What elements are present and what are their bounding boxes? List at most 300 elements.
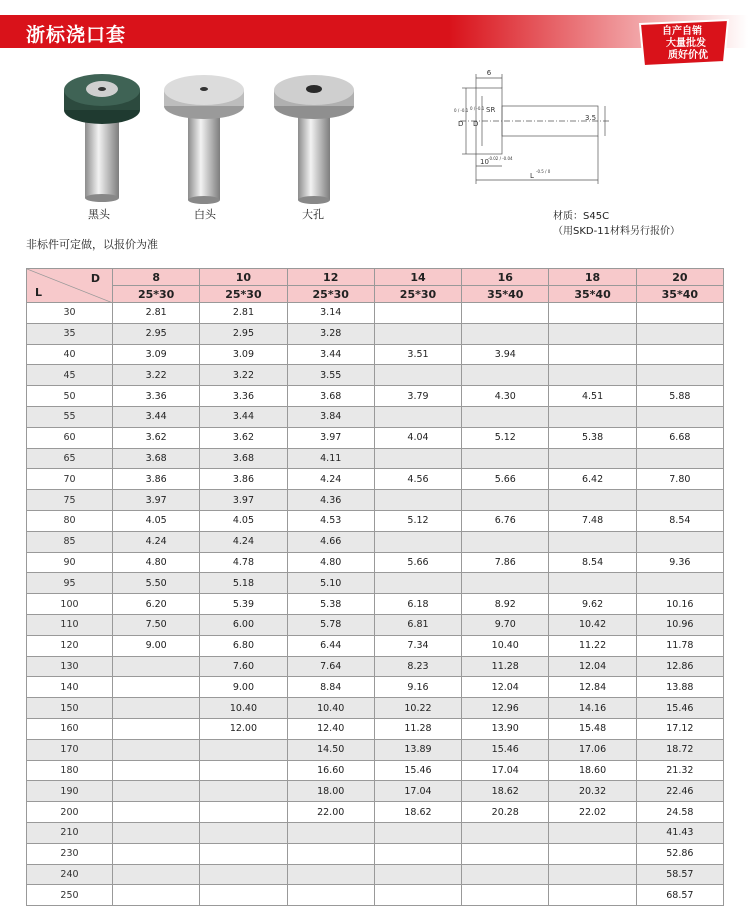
table-row <box>27 864 724 885</box>
price-cell <box>200 843 287 864</box>
product-image-black-head <box>55 68 147 218</box>
price-cell: 7.64 <box>287 656 374 677</box>
row-length-cell: 35 <box>27 323 113 344</box>
row-length-cell: 45 <box>27 365 113 386</box>
price-cell <box>462 490 549 511</box>
price-cell: 2.81 <box>113 303 200 324</box>
price-cell: 2.95 <box>200 323 287 344</box>
price-cell <box>462 885 549 906</box>
product-label-white-head: 白头 <box>194 208 216 221</box>
price-cell <box>200 864 287 885</box>
price-cell: 5.88 <box>636 386 723 407</box>
price-cell: 4.53 <box>287 510 374 531</box>
price-cell <box>462 406 549 427</box>
price-cell <box>549 448 636 469</box>
table-row <box>27 718 724 739</box>
table-row <box>27 635 724 656</box>
price-cell <box>113 822 200 843</box>
column-header-d: 12 <box>287 269 374 286</box>
column-header-size: 25*30 <box>113 286 200 303</box>
price-cell: 6.68 <box>636 427 723 448</box>
price-cell: 3.14 <box>287 303 374 324</box>
column-header-size: 35*40 <box>636 286 723 303</box>
price-cell: 12.96 <box>462 698 549 719</box>
column-header-size: 35*40 <box>549 286 636 303</box>
price-cell: 17.04 <box>462 760 549 781</box>
price-cell: 7.48 <box>549 510 636 531</box>
price-cell <box>462 365 549 386</box>
price-cell: 10.96 <box>636 614 723 635</box>
material-line-1: 材质：S45C <box>553 211 610 222</box>
tol-length-10: -0.02 / -0.04 <box>488 156 513 161</box>
table-row <box>27 885 724 906</box>
price-cell <box>549 323 636 344</box>
price-cell: 3.22 <box>113 365 200 386</box>
price-cell <box>113 864 200 885</box>
price-cell: 13.89 <box>374 739 461 760</box>
column-header-d: 20 <box>636 269 723 286</box>
price-cell: 7.34 <box>374 635 461 656</box>
price-cell: 7.80 <box>636 469 723 490</box>
table-row <box>27 365 724 386</box>
product-label-large-hole: 大孔 <box>302 208 324 221</box>
dim-length-10: 10 <box>480 158 489 166</box>
price-cell <box>113 781 200 802</box>
row-length-cell: 75 <box>27 490 113 511</box>
price-cell <box>113 698 200 719</box>
price-cell <box>462 573 549 594</box>
table-corner-cell <box>27 269 113 303</box>
price-cell: 13.90 <box>462 718 549 739</box>
price-cell: 6.80 <box>200 635 287 656</box>
price-cell <box>374 885 461 906</box>
table-row <box>27 386 724 407</box>
price-cell <box>462 843 549 864</box>
price-cell <box>374 531 461 552</box>
price-cell <box>113 885 200 906</box>
product-image-white-head <box>160 68 252 218</box>
price-cell <box>549 344 636 365</box>
price-cell: 9.62 <box>549 594 636 615</box>
price-cell: 24.58 <box>636 802 723 823</box>
price-cell: 3.36 <box>113 386 200 407</box>
column-header-d: 18 <box>549 269 636 286</box>
corner-l-label: L <box>35 286 43 299</box>
promo-badge <box>634 18 734 68</box>
price-cell: 4.24 <box>200 531 287 552</box>
price-cell: 6.44 <box>287 635 374 656</box>
price-cell: 15.46 <box>462 739 549 760</box>
price-cell <box>200 822 287 843</box>
price-cell: 6.81 <box>374 614 461 635</box>
price-cell: 15.46 <box>374 760 461 781</box>
price-cell <box>636 573 723 594</box>
table-row <box>27 781 724 802</box>
price-cell: 3.28 <box>287 323 374 344</box>
price-cell: 15.46 <box>636 698 723 719</box>
price-cell: 5.78 <box>287 614 374 635</box>
price-cell: 10.42 <box>549 614 636 635</box>
row-length-cell: 140 <box>27 677 113 698</box>
table-row <box>27 843 724 864</box>
price-cell: 3.44 <box>113 406 200 427</box>
price-cell <box>549 822 636 843</box>
price-cell: 3.97 <box>113 490 200 511</box>
price-cell <box>374 822 461 843</box>
table-row <box>27 531 724 552</box>
price-cell: 9.70 <box>462 614 549 635</box>
price-cell <box>113 718 200 739</box>
column-header-size: 35*40 <box>462 286 549 303</box>
price-cell <box>636 365 723 386</box>
price-cell <box>636 490 723 511</box>
table-row <box>27 490 724 511</box>
price-cell: 3.09 <box>113 344 200 365</box>
price-cell <box>374 365 461 386</box>
price-cell <box>200 885 287 906</box>
price-cell: 6.42 <box>549 469 636 490</box>
row-length-cell: 130 <box>27 656 113 677</box>
price-cell <box>636 531 723 552</box>
price-cell: 17.06 <box>549 739 636 760</box>
table-row <box>27 802 724 823</box>
tol-inner-d: 0 / -0.1 <box>470 106 485 111</box>
price-cell: 4.24 <box>113 531 200 552</box>
price-cell: 3.68 <box>200 448 287 469</box>
price-cell: 11.22 <box>549 635 636 656</box>
price-cell: 3.68 <box>287 386 374 407</box>
price-cell <box>374 406 461 427</box>
price-cell: 2.81 <box>200 303 287 324</box>
price-cell: 20.32 <box>549 781 636 802</box>
table-row <box>27 323 724 344</box>
product-label-black-head: 黑头 <box>88 208 110 221</box>
price-cell: 22.00 <box>287 802 374 823</box>
row-length-cell: 85 <box>27 531 113 552</box>
custom-note: 非标件可定做，以报价为准 <box>26 238 158 251</box>
price-cell <box>113 656 200 677</box>
row-length-cell: 110 <box>27 614 113 635</box>
price-cell: 7.60 <box>200 656 287 677</box>
price-cell <box>113 843 200 864</box>
row-length-cell: 230 <box>27 843 113 864</box>
price-cell: 17.12 <box>636 718 723 739</box>
price-cell: 3.55 <box>287 365 374 386</box>
price-cell: 11.28 <box>462 656 549 677</box>
price-cell: 6.00 <box>200 614 287 635</box>
price-cell <box>113 802 200 823</box>
price-cell: 3.68 <box>113 448 200 469</box>
price-cell: 5.12 <box>462 427 549 448</box>
badge-line-1: 自产自销 <box>662 26 702 37</box>
price-cell: 6.76 <box>462 510 549 531</box>
table-header-row <box>27 269 724 286</box>
price-cell: 9.36 <box>636 552 723 573</box>
price-cell: 4.56 <box>374 469 461 490</box>
price-cell: 7.86 <box>462 552 549 573</box>
price-cell: 5.66 <box>462 469 549 490</box>
row-length-cell: 190 <box>27 781 113 802</box>
price-cell: 6.18 <box>374 594 461 615</box>
price-cell: 10.40 <box>200 698 287 719</box>
table-row <box>27 656 724 677</box>
price-cell: 3.86 <box>200 469 287 490</box>
price-cell <box>462 448 549 469</box>
column-header-size: 25*30 <box>287 286 374 303</box>
table-row <box>27 573 724 594</box>
column-header-d: 16 <box>462 269 549 286</box>
row-length-cell: 180 <box>27 760 113 781</box>
price-cell: 8.23 <box>374 656 461 677</box>
table-row <box>27 344 724 365</box>
dim-head-d: D <box>458 120 464 128</box>
price-cell <box>636 406 723 427</box>
price-cell: 3.62 <box>113 427 200 448</box>
price-cell <box>200 760 287 781</box>
price-cell: 3.22 <box>200 365 287 386</box>
product-image-large-hole <box>270 68 362 218</box>
table-row <box>27 469 724 490</box>
price-cell <box>374 864 461 885</box>
price-cell <box>200 739 287 760</box>
price-cell: 41.43 <box>636 822 723 843</box>
table-row <box>27 303 724 324</box>
price-cell <box>462 822 549 843</box>
table-row <box>27 739 724 760</box>
price-cell: 3.86 <box>113 469 200 490</box>
price-cell: 3.36 <box>200 386 287 407</box>
price-cell: 3.97 <box>287 427 374 448</box>
row-length-cell: 120 <box>27 635 113 656</box>
price-cell <box>549 864 636 885</box>
price-cell: 5.18 <box>200 573 287 594</box>
column-header-d: 8 <box>113 269 200 286</box>
price-cell: 6.20 <box>113 594 200 615</box>
price-cell <box>636 323 723 344</box>
price-cell: 12.04 <box>462 677 549 698</box>
row-length-cell: 80 <box>27 510 113 531</box>
price-cell <box>636 344 723 365</box>
price-cell: 10.22 <box>374 698 461 719</box>
row-length-cell: 40 <box>27 344 113 365</box>
row-length-cell: 50 <box>27 386 113 407</box>
price-cell <box>636 448 723 469</box>
table-row <box>27 552 724 573</box>
price-cell: 4.30 <box>462 386 549 407</box>
row-length-cell: 170 <box>27 739 113 760</box>
price-cell: 3.79 <box>374 386 461 407</box>
price-cell: 18.60 <box>549 760 636 781</box>
price-cell <box>200 802 287 823</box>
table-row <box>27 427 724 448</box>
row-length-cell: 70 <box>27 469 113 490</box>
price-cell: 18.62 <box>462 781 549 802</box>
row-length-cell: 240 <box>27 864 113 885</box>
price-cell <box>374 490 461 511</box>
dim-sr: SR <box>486 106 496 114</box>
price-cell: 9.00 <box>113 635 200 656</box>
price-cell: 3.62 <box>200 427 287 448</box>
row-length-cell: 210 <box>27 822 113 843</box>
price-cell: 8.84 <box>287 677 374 698</box>
price-cell <box>287 885 374 906</box>
price-cell <box>374 303 461 324</box>
price-cell <box>462 323 549 344</box>
table-row <box>27 760 724 781</box>
price-cell: 58.57 <box>636 864 723 885</box>
price-cell: 12.84 <box>549 677 636 698</box>
price-cell: 5.66 <box>374 552 461 573</box>
price-cell <box>374 323 461 344</box>
price-cell: 4.05 <box>200 510 287 531</box>
price-table <box>26 268 724 906</box>
price-cell <box>462 303 549 324</box>
price-cell: 12.40 <box>287 718 374 739</box>
price-cell <box>287 864 374 885</box>
dim-width-6: 6 <box>486 69 492 77</box>
price-cell: 22.46 <box>636 781 723 802</box>
price-cell: 2.95 <box>113 323 200 344</box>
column-header-size: 25*30 <box>200 286 287 303</box>
price-cell <box>462 531 549 552</box>
tol-head-d: 0 / -0.1 <box>454 108 469 113</box>
price-cell: 12.86 <box>636 656 723 677</box>
price-cell: 9.00 <box>200 677 287 698</box>
price-cell <box>374 448 461 469</box>
price-cell: 3.97 <box>200 490 287 511</box>
price-cell: 3.94 <box>462 344 549 365</box>
price-cell: 3.84 <box>287 406 374 427</box>
table-row <box>27 448 724 469</box>
table-size-row <box>27 286 724 303</box>
price-cell <box>200 781 287 802</box>
price-cell: 4.04 <box>374 427 461 448</box>
price-cell: 13.88 <box>636 677 723 698</box>
table-row <box>27 822 724 843</box>
price-cell <box>549 573 636 594</box>
price-cell <box>549 885 636 906</box>
price-cell <box>549 406 636 427</box>
price-cell <box>113 739 200 760</box>
price-cell: 4.36 <box>287 490 374 511</box>
price-cell: 5.38 <box>287 594 374 615</box>
price-cell: 3.51 <box>374 344 461 365</box>
price-cell <box>549 303 636 324</box>
row-length-cell: 60 <box>27 427 113 448</box>
price-cell <box>113 760 200 781</box>
price-cell: 4.11 <box>287 448 374 469</box>
price-cell <box>549 365 636 386</box>
price-cell <box>549 490 636 511</box>
price-cell: 5.10 <box>287 573 374 594</box>
badge-line-2: 大量批发 <box>666 38 706 49</box>
price-cell: 10.16 <box>636 594 723 615</box>
price-cell <box>287 843 374 864</box>
price-cell <box>549 843 636 864</box>
price-cell: 9.16 <box>374 677 461 698</box>
price-cell: 3.44 <box>287 344 374 365</box>
price-cell <box>374 843 461 864</box>
row-length-cell: 30 <box>27 303 113 324</box>
price-cell <box>462 864 549 885</box>
price-cell: 3.09 <box>200 344 287 365</box>
price-cell: 10.40 <box>462 635 549 656</box>
price-cell: 4.80 <box>113 552 200 573</box>
column-header-size: 25*30 <box>374 286 461 303</box>
row-length-cell: 200 <box>27 802 113 823</box>
technical-drawing <box>400 66 625 196</box>
price-cell: 5.39 <box>200 594 287 615</box>
column-header-d: 14 <box>374 269 461 286</box>
table-row <box>27 406 724 427</box>
price-cell: 18.62 <box>374 802 461 823</box>
price-cell: 8.92 <box>462 594 549 615</box>
dim-bore-35: 3.5 <box>585 114 597 122</box>
price-cell <box>113 677 200 698</box>
price-cell: 5.12 <box>374 510 461 531</box>
price-cell: 4.51 <box>549 386 636 407</box>
material-line-2: （用SKD-11材料另行报价） <box>553 226 680 237</box>
price-cell <box>287 822 374 843</box>
price-cell: 10.40 <box>287 698 374 719</box>
price-cell: 68.57 <box>636 885 723 906</box>
price-cell: 4.66 <box>287 531 374 552</box>
price-cell: 14.16 <box>549 698 636 719</box>
table-row <box>27 677 724 698</box>
table-row <box>27 614 724 635</box>
price-cell: 16.60 <box>287 760 374 781</box>
table-body <box>27 303 724 906</box>
price-cell <box>374 573 461 594</box>
price-cell <box>636 303 723 324</box>
price-cell <box>549 531 636 552</box>
row-length-cell: 90 <box>27 552 113 573</box>
price-cell: 4.80 <box>287 552 374 573</box>
price-cell: 18.00 <box>287 781 374 802</box>
column-header-d: 10 <box>200 269 287 286</box>
price-cell: 12.00 <box>200 718 287 739</box>
price-cell: 8.54 <box>549 552 636 573</box>
price-cell: 20.28 <box>462 802 549 823</box>
tol-length-l: -0.5 / 0 <box>536 169 551 174</box>
price-cell: 11.28 <box>374 718 461 739</box>
row-length-cell: 160 <box>27 718 113 739</box>
row-length-cell: 55 <box>27 406 113 427</box>
price-cell: 7.50 <box>113 614 200 635</box>
row-length-cell: 65 <box>27 448 113 469</box>
page-title: 浙标浇口套 <box>26 24 127 46</box>
price-cell: 8.54 <box>636 510 723 531</box>
row-length-cell: 250 <box>27 885 113 906</box>
price-cell: 5.50 <box>113 573 200 594</box>
price-cell: 18.72 <box>636 739 723 760</box>
price-cell: 52.86 <box>636 843 723 864</box>
dim-length-l: L <box>530 172 534 180</box>
badge-line-3: 质好价优 <box>668 50 708 61</box>
price-cell: 17.04 <box>374 781 461 802</box>
dim-inner-d: D <box>473 120 479 128</box>
price-cell: 12.04 <box>549 656 636 677</box>
price-cell: 4.78 <box>200 552 287 573</box>
price-cell: 5.38 <box>549 427 636 448</box>
price-cell: 14.50 <box>287 739 374 760</box>
price-cell: 22.02 <box>549 802 636 823</box>
price-cell: 11.78 <box>636 635 723 656</box>
row-length-cell: 95 <box>27 573 113 594</box>
table-row <box>27 698 724 719</box>
price-cell: 15.48 <box>549 718 636 739</box>
row-length-cell: 100 <box>27 594 113 615</box>
